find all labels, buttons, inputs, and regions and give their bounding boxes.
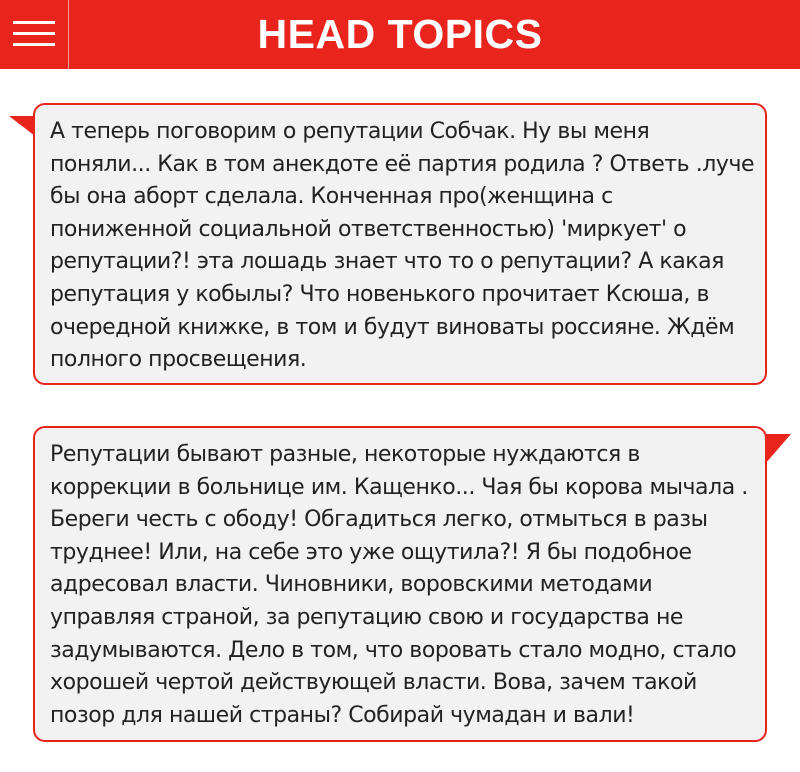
site-header bbox=[0, 0, 800, 69]
speech-bubble-tail-right bbox=[765, 434, 791, 464]
comment-text: А теперь поговорим о репутации Собчак. Ну вы меня поняли... Как в том анекдоте её партия родила ? Ответь .луче бы она аборт сделала. Конченная про(женщина с пониженной социальной ответственностью) 'миркует' о репутации?! эта лошадь знает что то о репутации? А какая репутация у кобылы? Что новенького прочитает Ксюша, в очередной книжке, в том и будут виноваты россияне. Ждём полного просвещения. bbox=[50, 119, 755, 373]
comment-bubble bbox=[33, 103, 767, 385]
speech-bubble-tail-left bbox=[9, 116, 35, 136]
comment-bubble bbox=[33, 426, 767, 742]
comment-text: Репутации бывают разные, некоторые нуждаются в коррекции в больнице им. Кащенко... Чая бы корова мычала . Береги честь с ободу! Обгадиться легко, отмыться в разы труднее! Или, на себе это уже ощутила?! Я бы подобное адресовал власти. Чиновники, воровскими методами управляя страной, за репутацию свою и государства не задумываются. Дело в том, что воровать стало модно, стало хорошей чертой действующей власти. Вова, зачем такой позор для нашей страны? Собирай чумадан и вали! bbox=[50, 442, 748, 728]
site-title[interactable]: HEAD TOPICS bbox=[257, 11, 543, 57]
